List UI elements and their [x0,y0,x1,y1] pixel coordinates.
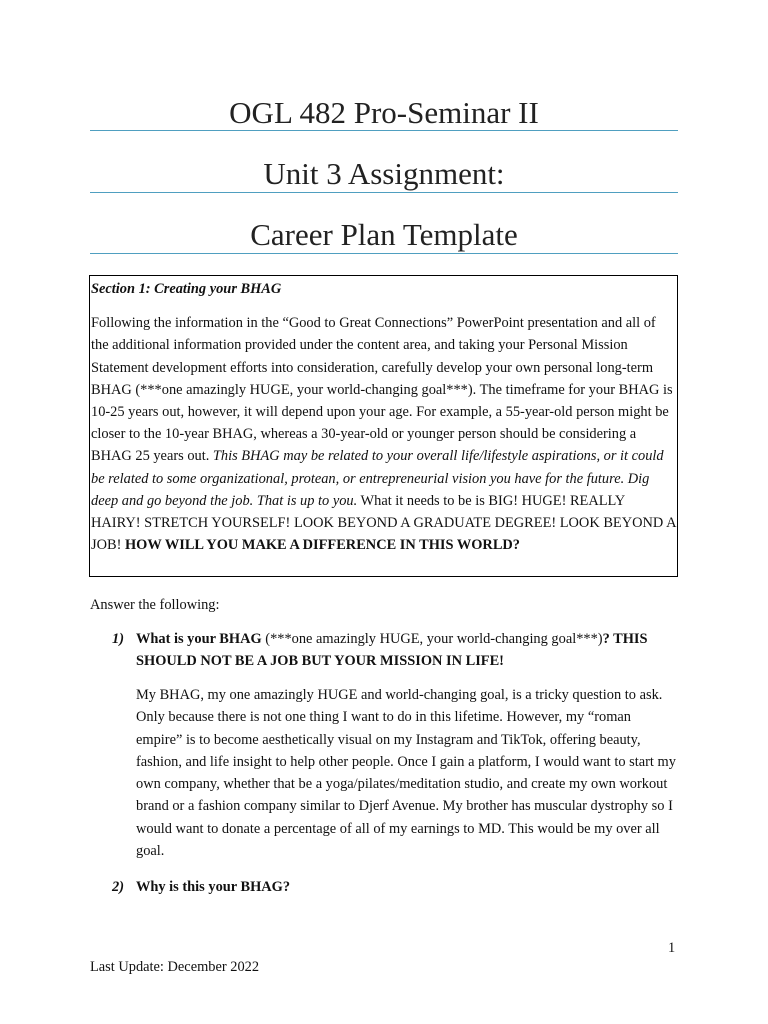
question-1-text [136,628,678,672]
question-1 [112,628,678,672]
question-1-number: 1) [112,631,124,647]
question-1-bold-a: What is your BHAG [136,631,262,647]
section-1-text-b: What it needs to be is BIG! HUGE! REALLY HAIRY! STRETCH YOURSELF! LOOK BEYOND A GRADUATE DEGREE! LOOK BEYOND A JOB! [91,492,676,554]
question-1-normal: (***one amazingly HUGE, your world-changing goal***) [261,631,603,647]
answer-1-paragraph: My BHAG, my one amazingly HUGE and world-changing goal, is a tricky question to ask. Only because there is not one thing I want to do in this lifetime. However, my “roman empire” is to become aesthetically visual on my Instagram and TikTok, offering beauty, fashion, and life insight to help other people. Once I gain a platform, I would want to start my own company, whether that be a yoga/pilates/meditation studio, and create my own workout brand or a fashion company similar to Djerf Avenue. My brother has muscular dystrophy so I would want to donate a percentage of all of my earnings to MD. This would be my over all goal. [136,687,676,860]
question-2-text [136,876,678,898]
footer-last-update: Last Update: December 2022 [90,959,260,975]
question-2-bold-a: Why is this your BHAG? [136,879,291,895]
section-1-text-bold: HOW WILL YOU MAKE A DIFFERENCE IN THIS WORLD? [124,537,521,554]
title-rule-2 [90,192,678,193]
template-title: Career Plan Template [250,217,518,252]
section-1-text-italic: This BHAG may be related to your overall life/lifestyle aspirations, or it could be related to some organizational, protean, or entrepreneurial vision you have for the future. Dig deep and go beyond the job. That is up to you. [91,448,664,509]
unit-title: Unit 3 Assignment: [263,156,505,191]
question-2 [112,876,678,898]
section-1-text-a: Following the information in the “Good to Great Connections” PowerPoint presentation and all of the additional information provided under the content area, and taking your Personal Mission Statement development efforts into consideration, carefully develop your own personal long-term BHAG (***one amazingly HUGE, your world-changing goal***). The timeframe for your BHAG is 10-25 years out, however, it will depend upon your age. For example, a 55-year-old person might be closer to the 10-year BHAG, whereas a 30-year-old or younger person should be considering a BHAG 25 years out. [91,315,673,465]
section-1-box [89,275,678,577]
question-2-number: 2) [112,879,124,895]
title-rule-1 [90,130,678,131]
title-rule-3 [90,253,678,254]
section-1-heading: Section 1: Creating your BHAG [91,281,282,297]
answer-intro: Answer the following: [90,597,220,613]
page-number: 1 [668,940,676,956]
section-1-body [91,312,676,556]
question-1-bold-b: ? THIS SHOULD NOT BE A JOB BUT YOUR MISSION IN LIFE! [136,631,648,670]
page-title: OGL 482 Pro-Seminar II [229,95,539,130]
